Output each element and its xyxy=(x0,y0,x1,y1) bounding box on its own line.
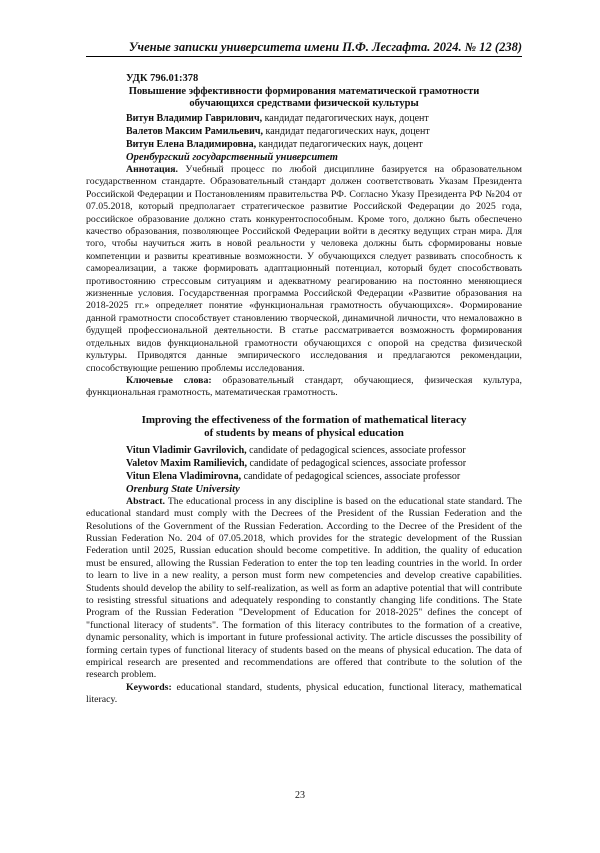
page-number: 23 xyxy=(295,790,305,801)
author-en-1 xyxy=(126,444,522,457)
affiliation-ru: Оренбургский государственный университет xyxy=(126,152,338,163)
authors-en xyxy=(126,444,522,483)
author-en-3 xyxy=(126,470,522,483)
author-role: candidate of pedagogical sciences, associate professor xyxy=(249,457,467,469)
author-ru-2 xyxy=(126,125,522,138)
title-ru-line-1: Повышение эффективности формирования математической грамотности xyxy=(128,86,480,97)
article-page xyxy=(86,40,522,707)
title-ru xyxy=(86,86,522,110)
title-en-line-2: of students by means of physical education xyxy=(204,426,404,439)
author-name: Валетов Максим Рамильевич, xyxy=(126,126,264,137)
abstract-ru-label: Аннотация. xyxy=(126,164,179,175)
keywords-en-text: educational standard, students, physical education, functional literacy, mathematical literacy. xyxy=(86,681,522,706)
author-name: Vitun Elena Vladimirovna, xyxy=(126,470,242,482)
author-name: Витун Владимир Гаврилович, xyxy=(126,113,263,124)
author-role: candidate of pedagogical sciences, associate professor xyxy=(243,470,461,482)
keywords-en-label: Keywords: xyxy=(126,681,172,693)
author-role: кандидат педагогических наук, доцент xyxy=(258,139,423,150)
keywords-en xyxy=(86,682,522,707)
keywords-ru xyxy=(86,375,522,400)
title-en xyxy=(86,414,522,440)
abstract-en-label: Abstract. xyxy=(126,495,165,507)
author-role: кандидат педагогических наук, доцент xyxy=(264,113,429,124)
authors-ru xyxy=(126,112,522,151)
author-name: Valetov Maxim Ramilievich, xyxy=(126,457,248,469)
journal-header: Ученые записки университета имени П.Ф. Лесгафта. 2024. № 12 (238) xyxy=(86,40,522,57)
author-ru-3 xyxy=(126,138,522,151)
affiliation-en: Orenburg State University xyxy=(126,483,240,495)
abstract-ru-text: Учебный процесс по любой дисциплине базируется на образовательном государственном стандарте. Образовательный стандарт должен соответствовать Указам Президента Российской Федерации и Постановлениям правительства РФ. Согласно Указу Президента РФ №204 от 07.05.2018, который предполагает стратегическое развитие Российской Федерации до 2025 года, российское образование должно стать конкурентоспособным. Кроме того, должно быть обеспечено качество образования, позволяющее Российской Федерации войти в десятку ведущих стран мира. Для того, чтобы научиться жить в новой реальности у человека должны быть сформированы новые компетенции и развиты креативные возможности. У обучающихся следует развивать способность к самореализации, а также формировать адаптационный потенциал, который будет способствовать противостоянию стрессовым ситуациям и адекватному реагированию на постоянно меняющиеся жизненные условия. Государственная программа Российской Федерации «Развитие образования на 2018-2025 гг.» определяет понятие «функциональная грамотность обучающихся». Формирование данной грамотности способствует становлению творческой, динамичной личности, что немаловажно в будущей профессиональной деятельности. В статье рассматривается возможность формирования отдельных видов функциональной грамотности обучающихся с опорой на средства физической культуры. Приводятся данные эмпирического исследования и предлагаются рекомендации, способствующие решению проблемы исследования. xyxy=(86,164,522,374)
udk-code: УДК 796.01:378 xyxy=(126,73,199,84)
keywords-ru-label: Ключевые слова: xyxy=(126,374,212,386)
keywords-ru-text: образовательный стандарт, обучающиеся, физическая культура, функциональная грамотность, математическая грамотность. xyxy=(86,374,523,399)
author-role: кандидат педагогических наук, доцент xyxy=(265,126,430,137)
title-ru-line-2: обучающихся средствами физической культуры xyxy=(189,98,419,109)
author-en-2 xyxy=(126,457,522,470)
title-en-line-1: Improving the effectiveness of the formation of mathematical literacy xyxy=(141,413,467,426)
author-name: Vitun Vladimir Gavrilovich, xyxy=(126,444,247,456)
author-name: Витун Елена Владимировна, xyxy=(126,139,257,150)
author-role: candidate of pedagogical sciences, associate professor xyxy=(249,444,466,456)
abstract-en-text: The educational process in any discipline is based on the educational state standard. The educational standard must comply with the Decrees of the President of the Russian Federation and the Resolutions of the Government of the Russian Federation. According to the Decree of the President of the Russian Federation No. 204 of 07.05.2018, which provides for the strategic development of the Russian Federation until 2025, Russian education should become competitive. In addition, the quality of education must be ensured, allowing the Russian Federation to enter the top ten leading countries in the world. In order to learn to live in a new reality, a person must form new competencies and develop creative capabilities. Students should develop the ability to self-realization, as well as form an adaptive potential that will contribute to resisting stressful situations and adequately responding to constantly changing life conditions. The State Program of the Russian Federation "Development of Education for 2018-2025" defines the concept of "functional literacy of students". The formation of this literacy contributes to the formation of a creative, dynamic personality, which is important in future professional activity. The article discusses the possibility of forming certain types of functional literacy of students based on the means of physical education. The data of empirical research are presented and recommendations are offered that contribute to the solution of the research problem. xyxy=(86,495,522,681)
abstract-ru xyxy=(86,164,522,375)
author-ru-1 xyxy=(126,112,522,125)
abstract-en xyxy=(86,496,522,682)
